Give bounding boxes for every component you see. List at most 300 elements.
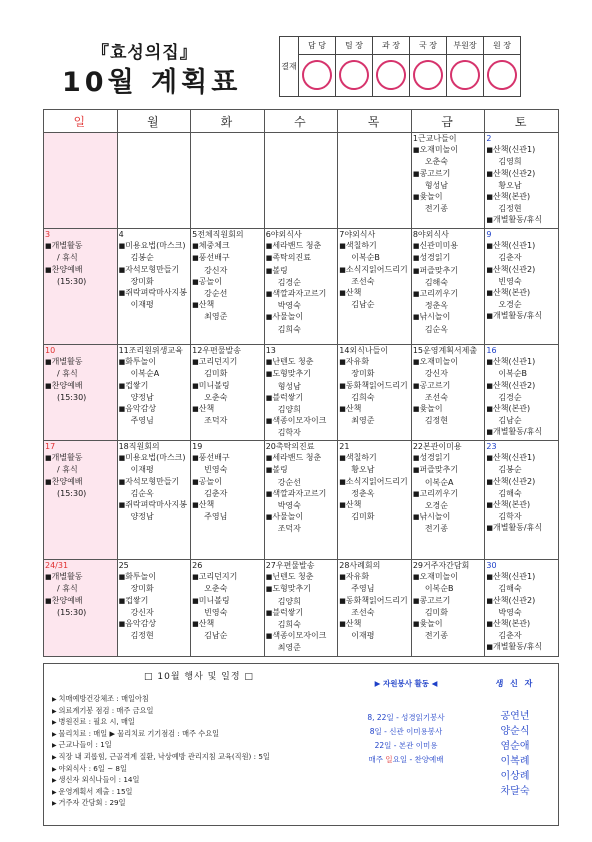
seal-stamp-icon	[300, 58, 334, 92]
calendar-day-cell	[411, 229, 485, 345]
activity-staff: 장미화	[351, 369, 375, 379]
calendar-week-row	[44, 133, 559, 229]
day-label: 22본관이미용	[412, 442, 462, 451]
volunteer-line-part: 일	[385, 755, 393, 764]
weekday-header: 일	[44, 110, 118, 133]
activity-staff: 최영준	[277, 643, 301, 653]
activity-staff: 강신자	[204, 265, 228, 275]
activity-item: ■ 산책	[339, 403, 410, 415]
activity-item: ■ 소식지읽어드리기	[339, 476, 410, 488]
event-item: ▶ 치매예방건강체조 : 매일아침	[52, 694, 270, 706]
activity-item: ■ 난텐도 청춘	[266, 356, 337, 368]
activity-item: ■ 사물놀이	[266, 311, 337, 323]
calendar-day-cell	[117, 441, 191, 560]
activity-staff: 형성남	[277, 381, 301, 391]
activity-item: ■ 자유화	[339, 571, 410, 583]
activity-staff: 김정현	[498, 204, 522, 214]
day-label: 27우편물발송	[265, 561, 315, 570]
day-label: 9	[486, 230, 492, 239]
activity-staff: 장미화	[130, 276, 154, 286]
event-item: ▶ 의료계기봉 점검 : 매주 금요일	[52, 706, 270, 718]
day-label: 6야외식사	[265, 230, 302, 239]
activity-staff: 박영숙	[277, 501, 301, 511]
day-label: 17	[45, 442, 56, 451]
activity-item: ■ 산책(본관)	[486, 191, 557, 203]
activity-staff: 이재평	[130, 465, 154, 475]
activity-item: ■ 오재미놀이	[413, 571, 484, 583]
activity-item: ■ 산책(신관1)	[486, 452, 557, 464]
activity-staff: / 휴식	[57, 584, 78, 594]
activity-staff: 빈영숙	[204, 465, 228, 475]
activity-staff: 김양희	[277, 596, 301, 606]
activity-item: ■ 개별활동	[45, 452, 116, 464]
weekday-header: 토	[485, 110, 559, 133]
calendar-week-row	[44, 560, 559, 657]
activity-item: ■ 족탁의진료	[266, 252, 337, 264]
events-list	[52, 694, 270, 810]
volunteer-title: ▶ 자원봉사 활동 ◀	[374, 679, 438, 688]
activity-item: ■ 공놀이	[192, 476, 263, 488]
calendar-day-cell	[338, 560, 412, 657]
activity-item: ■ 개별활동/휴식	[486, 641, 557, 653]
activity-staff: 양정남	[130, 392, 154, 402]
activity-item: ■ 산책(신관2)	[486, 168, 557, 180]
activity-staff: (15:30)	[57, 607, 87, 617]
activity-item: ■ 고리끼우기	[413, 288, 484, 300]
event-item: ▶ 근교나들이 : 1일	[52, 740, 270, 752]
day-label: 5전체직원회의	[192, 230, 244, 239]
activity-staff: 이복순B	[351, 253, 380, 263]
seal-stamp-icon	[374, 58, 408, 92]
activity-staff: / 휴식	[57, 465, 78, 475]
activity-item: ■ 찬양예배	[45, 595, 116, 607]
activity-staff: 김남순	[498, 416, 522, 426]
signature-cell	[447, 55, 484, 97]
day-label: 10	[45, 346, 56, 355]
activity-staff: 김춘자	[498, 253, 522, 263]
activity-item: ■ 볼링	[266, 265, 337, 277]
activity-item: ■ 윷놀이	[413, 191, 484, 203]
calendar-day-cell	[264, 229, 338, 345]
activity-item: ■ 미용요법(마스크)	[119, 240, 190, 252]
activity-item: ■ 도형맞추기	[266, 583, 337, 595]
activity-staff: 주영님	[351, 584, 375, 594]
event-item: ▶ 생신자 외식나들이 : 14일	[52, 775, 270, 787]
weekday-header: 목	[338, 110, 412, 133]
activity-staff: 김순옥	[130, 488, 154, 498]
birthday-name: 염순애	[500, 741, 530, 752]
monthly-summary	[43, 663, 559, 826]
activity-staff: 최영준	[351, 416, 375, 426]
activity-item: ■ 풍선배구	[192, 252, 263, 264]
event-item: ▶ 물리치료 : 매일 ▶ 물리치료 기기점검 : 매주 수요일	[52, 729, 270, 741]
calendar-day-cell	[191, 560, 265, 657]
calendar-day-cell	[191, 345, 265, 441]
birthday-name: 차달숙	[500, 786, 530, 797]
activity-staff: 김남순	[351, 300, 375, 310]
activity-item: ■ 색종이모자이크	[266, 630, 337, 642]
calendar-day-cell	[264, 345, 338, 441]
activity-item: ■ 산책(신관2)	[486, 476, 557, 488]
calendar-day-cell	[117, 229, 191, 345]
day-label: 4	[118, 230, 124, 239]
activity-item: ■ 성경읽기	[413, 252, 484, 264]
volunteer-line-part: 매주	[368, 755, 386, 764]
activity-staff: 오춘숙	[424, 157, 448, 167]
activity-item: ■ 윷놀이	[413, 618, 484, 630]
activity-item: ■ 산책	[192, 403, 263, 415]
activity-staff: 김미화	[351, 512, 375, 522]
activity-item: ■ 산책(신관1)	[486, 144, 557, 156]
activity-staff: 김경순	[498, 392, 522, 402]
activity-item: ■ 세라밴드 청춘	[266, 452, 337, 464]
activity-staff: 장미화	[130, 584, 154, 594]
signature-cell	[373, 55, 410, 97]
activity-item: ■ 콩고르기	[413, 595, 484, 607]
event-item: ▶ 병원진료 : 필요 시, 매일	[52, 717, 270, 729]
event-item: ▶ 직장 내 괴롭힘, 근골격계 질환, 낙상예방 관리지침 교육(직원) : 5일	[52, 752, 270, 764]
activity-item: ■ 컵쌓기	[119, 380, 190, 392]
activity-staff: 전기종	[424, 204, 448, 214]
calendar-day-cell	[411, 345, 485, 441]
day-label: 8야외식사	[412, 230, 449, 239]
activity-staff: 황오남	[498, 180, 522, 190]
activity-staff: / 휴식	[57, 253, 78, 263]
calendar-day-cell	[117, 560, 191, 657]
activity-item: ■ 블럭쌓기	[266, 607, 337, 619]
calendar-day-cell	[485, 229, 559, 345]
birthday-title: 생 신 자	[495, 679, 535, 688]
day-label: 7야외식사	[339, 230, 376, 239]
page-subtitle: 『효성의집』	[92, 43, 198, 63]
birthday-section	[472, 678, 558, 799]
activity-staff: 조선숙	[424, 392, 448, 402]
activity-staff: 김학자	[498, 512, 522, 522]
activity-staff: 이복순B	[424, 584, 454, 594]
activity-item: ■ 공고르기	[413, 380, 484, 392]
activity-staff: 정춘옥	[351, 488, 375, 498]
activity-staff: 김미화	[204, 369, 228, 379]
day-label: 14외식나들이	[339, 346, 389, 355]
approval-box	[279, 36, 521, 97]
approval-role: 부원장	[447, 37, 484, 55]
activity-staff: 김양희	[277, 405, 301, 415]
signature-cell	[336, 55, 373, 97]
activity-staff: (15:30)	[57, 488, 87, 498]
activity-item: ■ 찬양예배	[45, 264, 116, 276]
activity-item: ■ 개별활동/휴식	[486, 522, 557, 534]
calendar-day-cell	[338, 441, 412, 560]
calendar-day-cell	[44, 133, 118, 229]
activity-item: ■ 동화책읽어드리기	[339, 595, 410, 607]
day-label: 26	[192, 561, 203, 570]
calendar-day-cell	[411, 441, 485, 560]
activity-item: ■ 미니볼링	[192, 595, 263, 607]
calendar-week-row	[44, 441, 559, 560]
activity-staff: 주영님	[204, 512, 228, 522]
activity-staff: 최영준	[204, 312, 228, 322]
activity-item: ■ 산책	[339, 618, 410, 630]
volunteer-line: 8, 22일 - 성경읽기봉사	[367, 713, 445, 722]
birthday-name: 양순식	[500, 726, 530, 737]
activity-staff: 이복순A	[130, 369, 160, 379]
activity-staff: 김봉순	[130, 253, 154, 263]
activity-staff: 강신자	[424, 369, 448, 379]
day-label: 25	[118, 561, 129, 570]
signature-cell	[410, 55, 447, 97]
approval-role: 국 장	[410, 37, 447, 55]
activity-item: ■ 산책(본관)	[486, 287, 557, 299]
signature-cell	[299, 55, 336, 97]
activity-item: ■ 색종이모자이크	[266, 415, 337, 427]
activity-item: ■ 음악감상	[119, 618, 190, 630]
calendar-day-cell	[411, 560, 485, 657]
activity-staff: 김춘자	[204, 488, 228, 498]
day-label: 29거주자간담회	[412, 561, 470, 570]
volunteer-line: 22일 - 본관 이미용	[374, 741, 438, 750]
calendar-day-cell	[411, 133, 485, 229]
seal-stamp-icon	[448, 58, 482, 92]
weekday-header: 수	[264, 110, 338, 133]
calendar-day-cell	[264, 441, 338, 560]
activity-staff: 조선숙	[351, 276, 375, 286]
activity-item: ■ 산책	[192, 299, 263, 311]
activity-staff: 정춘옥	[424, 301, 448, 311]
day-label: 18직원회의	[118, 442, 160, 451]
activity-staff: 오경순	[498, 300, 522, 310]
activity-item: ■ 산책(신관1)	[486, 240, 557, 252]
activity-item: ■ 고리던지기	[192, 356, 263, 368]
activity-staff: 김춘자	[498, 631, 522, 641]
activity-staff: (15:30)	[57, 276, 87, 286]
event-item: ▶ 운영계획서 제출 : 15일	[52, 787, 270, 799]
seal-stamp-icon	[337, 58, 371, 92]
volunteer-section	[350, 678, 462, 767]
activity-staff: (15:30)	[57, 392, 87, 402]
activity-item: ■ 산책	[339, 499, 410, 511]
activity-item: ■ 산책	[339, 287, 410, 299]
activity-item: ■ 산책(신관2)	[486, 595, 557, 607]
activity-item: ■ 자석모형만들기	[119, 476, 190, 488]
birthday-name: 공연년	[500, 711, 530, 722]
activity-item: ■ 쥐락펴락마사지봉	[119, 287, 190, 299]
weekday-header: 금	[411, 110, 485, 133]
activity-staff: 김봉순	[498, 465, 522, 475]
activity-item: ■ 체중체크	[192, 240, 263, 252]
event-item: ▶ 거주자 간담회 : 29일	[52, 798, 270, 810]
activity-staff: 박영숙	[277, 301, 301, 311]
activity-item: ■ 색칠하기	[339, 452, 410, 464]
activity-item: ■ 산책(신관1)	[486, 356, 557, 368]
activity-item: ■ 동화책읽어드리기	[339, 380, 410, 392]
day-label: 30	[486, 561, 497, 570]
activity-item: ■ 찬양예배	[45, 476, 116, 488]
activity-item: ■ 자유화	[339, 356, 410, 368]
page-title: 10월 계획표	[62, 67, 242, 98]
day-label: 20촉탁의진료	[265, 442, 315, 451]
activity-item: ■ 자석모형만들기	[119, 264, 190, 276]
activity-item: ■ 쥐락펴락마사지봉	[119, 499, 190, 511]
day-label: 1근교나들이	[412, 134, 457, 143]
activity-item: ■ 오재미놀이	[413, 144, 484, 156]
activity-item: ■ 고리던지기	[192, 571, 263, 583]
activity-staff: 강순선	[204, 289, 228, 299]
activity-item: ■ 오재미놀이	[413, 356, 484, 368]
activity-staff: 김미화	[424, 607, 448, 617]
activity-staff: 주영님	[130, 416, 154, 426]
activity-item: ■ 닌텐도 청춘	[266, 571, 337, 583]
activity-item: ■ 찬양예배	[45, 380, 116, 392]
activity-staff: 형성남	[424, 180, 448, 190]
activity-staff: 김순옥	[424, 324, 448, 334]
activity-staff: / 휴식	[57, 369, 78, 379]
activity-staff: 김정현	[424, 416, 448, 426]
activity-staff: 김해숙	[424, 277, 448, 287]
day-label: 21	[339, 442, 350, 451]
activity-item: ■ 소식지읽어드리기	[339, 264, 410, 276]
activity-item: ■ 퍼즐맞추기	[413, 265, 484, 277]
calendar-day-cell	[338, 229, 412, 345]
activity-item: ■ 콩고르기	[413, 168, 484, 180]
activity-item: ■ 풍선배구	[192, 452, 263, 464]
activity-item: ■ 개별활동	[45, 356, 116, 368]
activity-staff: 이재평	[130, 300, 154, 310]
activity-item: ■ 윷놀이	[413, 403, 484, 415]
approval-role: 과 장	[373, 37, 410, 55]
activity-item: ■ 산책(신관2)	[486, 380, 557, 392]
calendar-day-cell	[264, 133, 338, 229]
birthday-name: 이복례	[500, 756, 530, 767]
activity-staff: 오춘숙	[204, 584, 228, 594]
calendar-day-cell	[264, 560, 338, 657]
calendar-day-cell	[338, 133, 412, 229]
activity-item: ■ 도형맞추기	[266, 368, 337, 380]
activity-item: ■ 볼링	[266, 464, 337, 476]
activity-staff: 전기종	[424, 524, 448, 534]
activity-staff: 이복순B	[498, 369, 528, 379]
day-label: 24/31	[45, 561, 69, 570]
activity-item: ■ 색칠하기	[339, 240, 410, 252]
day-label: 19	[192, 442, 203, 451]
calendar-day-cell	[191, 441, 265, 560]
volunteer-line	[350, 753, 462, 767]
activity-staff: 조선숙	[351, 607, 375, 617]
calendar-day-cell	[485, 345, 559, 441]
activity-item: ■ 사물놀이	[266, 511, 337, 523]
activity-item: ■ 산책	[192, 618, 263, 630]
activity-staff: 조덕자	[204, 416, 228, 426]
day-label: 3	[45, 230, 51, 239]
seal-stamp-icon	[485, 58, 519, 92]
activity-item: ■ 고리끼우기	[413, 488, 484, 500]
activity-staff: 김남순	[204, 631, 228, 641]
day-label: 23	[486, 442, 497, 451]
activity-staff: 김희숙	[351, 392, 375, 402]
activity-item: ■ 산책	[192, 499, 263, 511]
activity-item: ■ 성경읽기	[413, 452, 484, 464]
activity-item: ■ 산책(신관1)	[486, 571, 557, 583]
activity-item: ■ 미용요법(마스크)	[119, 452, 190, 464]
activity-staff: 김희숙	[277, 324, 301, 334]
activity-item: ■ 컵쌓기	[119, 595, 190, 607]
calendar-day-cell	[338, 345, 412, 441]
volunteer-line: 8일 - 신관 이미용봉사	[369, 727, 443, 736]
seal-stamp-icon	[411, 58, 445, 92]
activity-staff: 양정남	[130, 512, 154, 522]
calendar-week-row	[44, 345, 559, 441]
activity-item: ■ 개별활동/휴식	[486, 426, 557, 438]
activity-item: ■ 낚시놀이	[413, 511, 484, 523]
day-label: 12우편물발송	[192, 346, 241, 355]
activity-staff: 강신자	[130, 607, 154, 617]
activity-item: ■ 산책(본관)	[486, 403, 557, 415]
activity-item: ■ 공놀이	[192, 276, 263, 288]
calendar-day-cell	[485, 441, 559, 560]
event-item: ▶ 야외식사 : 6일 ~ 8일	[52, 764, 270, 776]
weekday-header: 화	[191, 110, 265, 133]
activity-item: ■ 개별활동	[45, 240, 116, 252]
calendar-day-cell	[485, 133, 559, 229]
activity-item: ■ 퍼즐맞추기	[413, 464, 484, 476]
approval-label: 결재	[280, 37, 299, 97]
day-label: 15운영계획서제출	[412, 346, 478, 355]
activity-staff: 빈영숙	[204, 607, 228, 617]
calendar-day-cell	[485, 560, 559, 657]
activity-staff: 오춘숙	[204, 392, 228, 402]
activity-item: ■ 음악감상	[119, 403, 190, 415]
activity-staff: 김해숙	[498, 488, 522, 498]
activity-staff: 김경순	[277, 277, 301, 287]
activity-staff: 김학자	[277, 428, 301, 438]
approval-role: 담 당	[299, 37, 336, 55]
activity-item: ■ 신관미미용	[413, 240, 484, 252]
approval-role: 팀 장	[336, 37, 373, 55]
activity-item: ■ 산책(신관2)	[486, 264, 557, 276]
activity-staff: 이재평	[351, 631, 375, 641]
activity-item: ■ 산책(본관)	[486, 618, 557, 630]
activity-staff: 빈영숙	[498, 276, 522, 286]
day-label: 16	[486, 346, 497, 355]
activity-item: ■ 개별활동	[45, 571, 116, 583]
calendar-day-cell	[44, 441, 118, 560]
activity-staff: 박영숙	[498, 607, 522, 617]
activity-staff: 강순선	[277, 477, 301, 487]
activity-staff: 황오남	[351, 465, 375, 475]
weekday-header: 월	[117, 110, 191, 133]
signature-cell	[484, 55, 521, 97]
calendar-day-cell	[44, 560, 118, 657]
activity-item: ■ 산책(본관)	[486, 499, 557, 511]
approval-role: 원 장	[484, 37, 521, 55]
birthday-name: 이상례	[500, 771, 530, 782]
events-title: □ 10월 행사 및 일정 □	[144, 672, 254, 682]
monthly-calendar	[43, 109, 559, 657]
activity-item: ■ 세라밴드 청춘	[266, 240, 337, 252]
activity-staff: 조덕자	[277, 524, 301, 534]
activity-staff: 김희숙	[277, 620, 301, 630]
day-label: 2	[486, 134, 492, 143]
activity-staff: 김영희	[498, 157, 522, 167]
activity-staff: 김정현	[130, 631, 154, 641]
activity-staff: 이복순A	[424, 477, 454, 487]
activity-item: ■ 개별활동/휴식	[486, 214, 557, 226]
activity-item: ■ 미니볼링	[192, 380, 263, 392]
volunteer-line-part: 요일 - 찬양예배	[392, 755, 444, 764]
calendar-day-cell	[44, 229, 118, 345]
activity-item: ■ 색깔과자고르기	[266, 488, 337, 500]
day-label: 13	[265, 346, 276, 355]
activity-item: ■ 색깔과자고르기	[266, 288, 337, 300]
